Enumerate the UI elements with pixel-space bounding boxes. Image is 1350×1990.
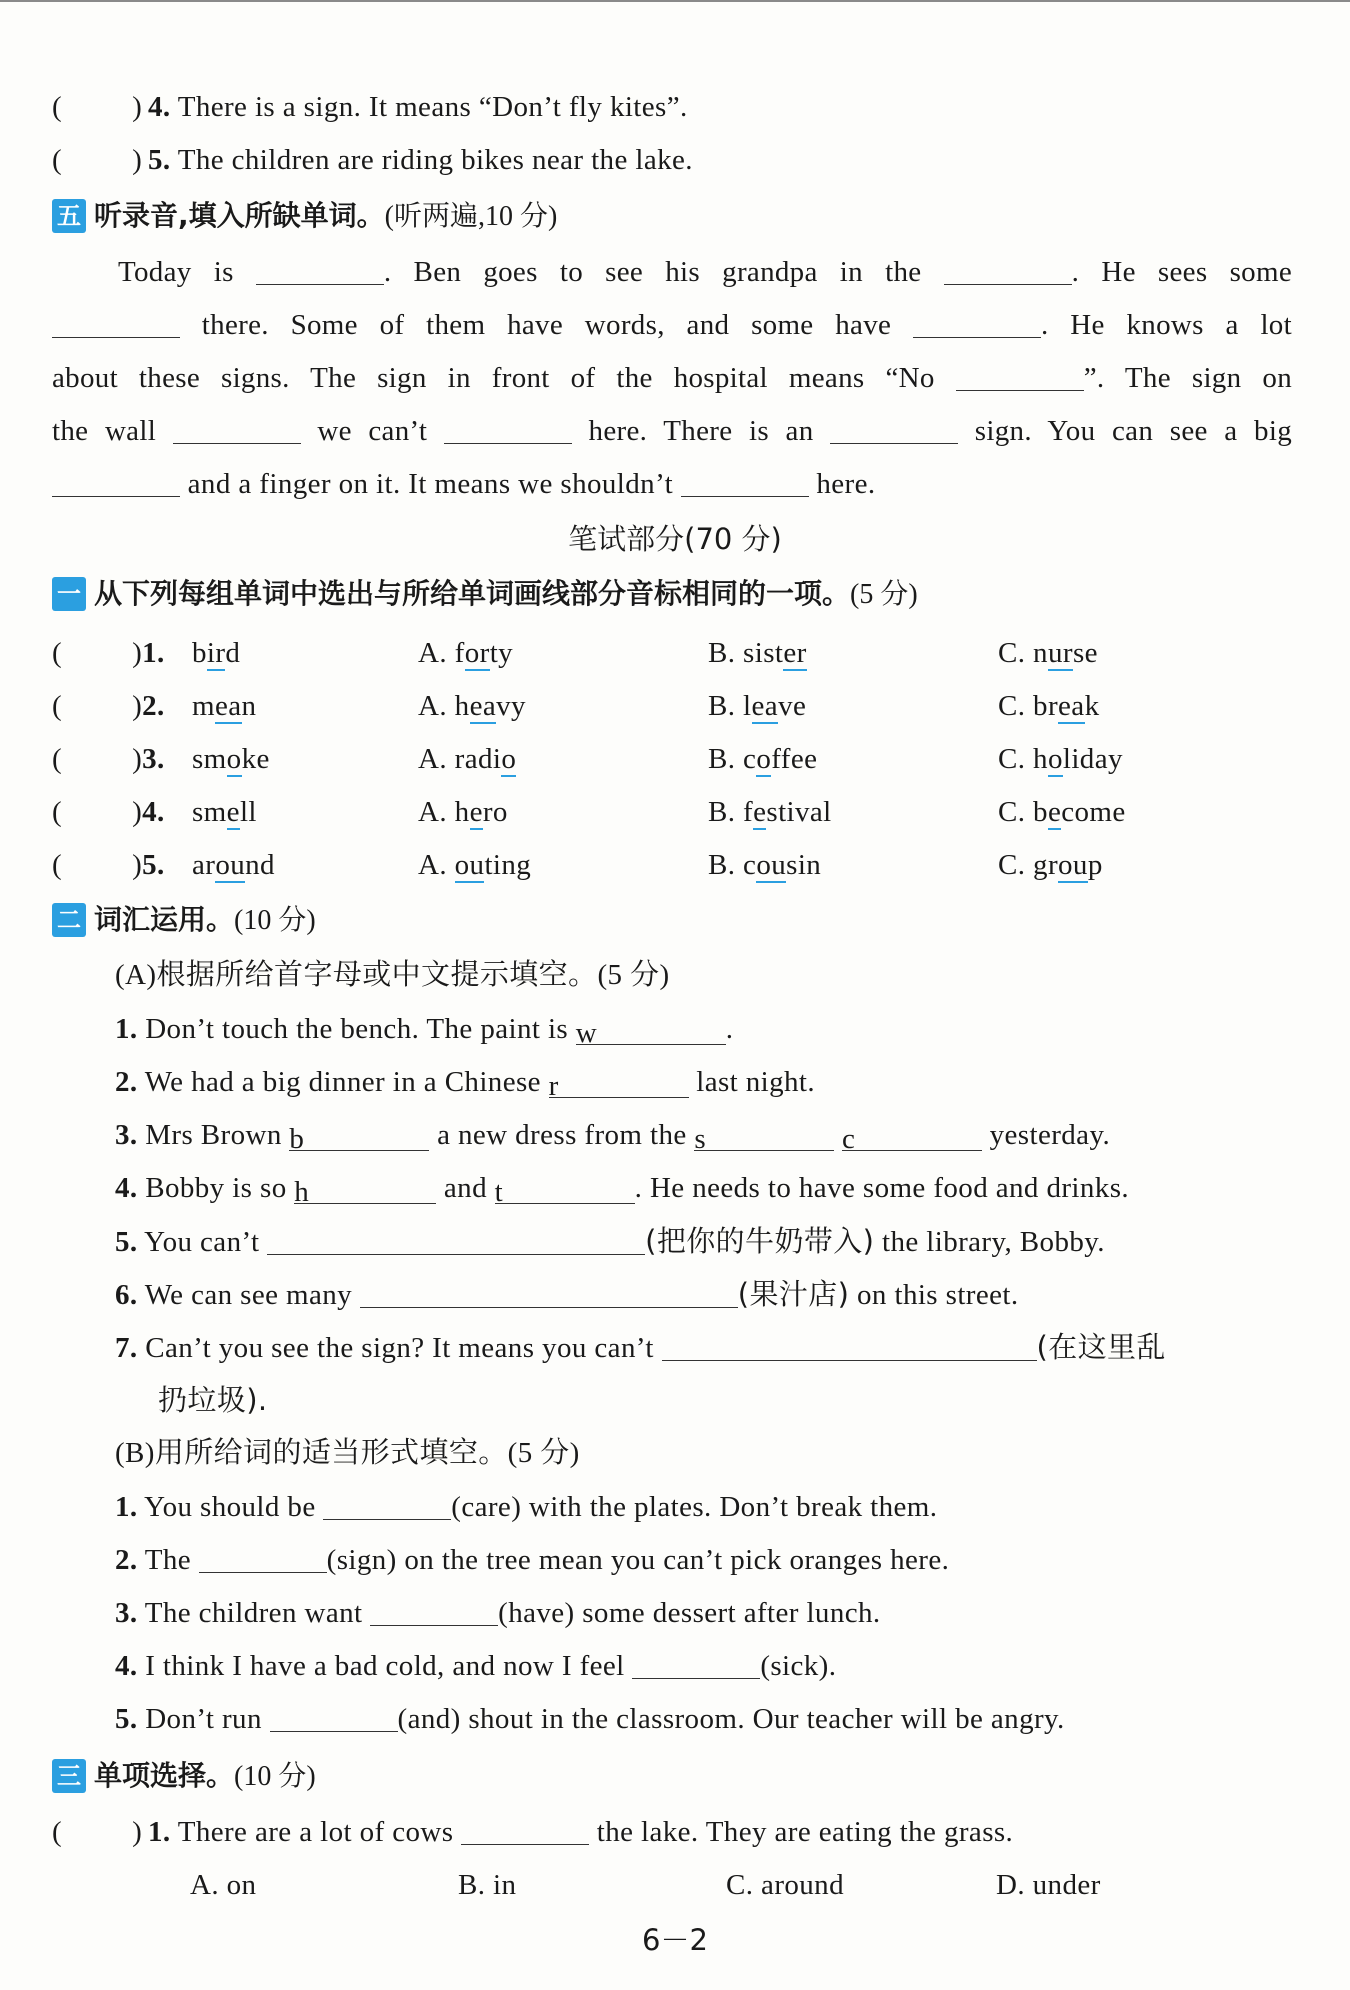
option-c: C. group (998, 849, 1103, 881)
section-heading (52, 197, 557, 236)
question-text: There is a sign. It means “Don’t fly kites”. (177, 91, 688, 123)
section-score: (听两遍,10 分) (384, 201, 558, 232)
option-c: C. become (998, 796, 1126, 828)
answer-paren[interactable]: ( )2. (52, 690, 165, 722)
blank[interactable] (681, 466, 809, 497)
option-b: B. coffee (708, 743, 818, 775)
blank[interactable]: r (549, 1067, 689, 1098)
section-score: (10 分) (234, 905, 316, 936)
section-heading (52, 575, 918, 614)
section-heading (52, 901, 316, 940)
blank[interactable] (173, 413, 301, 444)
part-a-title: (A)根据所给首字母或中文提示填空。(5 分) (115, 959, 670, 991)
fill-item: 4. Bobby is so h and t . He needs to have some food and drinks. (115, 1172, 1130, 1208)
blank[interactable] (662, 1330, 1037, 1361)
given-word: mean (192, 690, 257, 722)
blank[interactable]: w (576, 1014, 726, 1045)
top-border (0, 0, 1350, 2)
blank[interactable] (461, 1814, 589, 1845)
fill-item-continued: 扔垃圾). (158, 1383, 268, 1417)
given-word: around (192, 849, 275, 881)
blank[interactable] (944, 254, 1072, 285)
blank[interactable]: s (694, 1120, 834, 1151)
fill-item: 5. Don’t run (and) shout in the classroom. Our teacher will be angry. (115, 1703, 1065, 1735)
fill-item: 2. The (sign) on the tree mean you can’t pick oranges here. (115, 1544, 950, 1576)
passage-line: the wall we can’t here. There is an sign. You can see a big (52, 415, 1293, 447)
fill-item: 1. Don’t touch the bench. The paint is w . (115, 1013, 734, 1049)
fill-item: 7. Can’t you see the sign? It means you can’t (在这里乱 (115, 1330, 1166, 1364)
option-a: A. forty (418, 637, 514, 669)
fill-item: 3. Mrs Brown b a new dress from the s c yesterday. (115, 1119, 1111, 1155)
answer-paren[interactable]: ( )5. (52, 849, 165, 881)
blank[interactable] (199, 1542, 327, 1573)
page-number: 6－2 (642, 1923, 708, 1957)
question-number: 5. (148, 144, 171, 176)
answer-paren[interactable]: ( ) (52, 144, 143, 176)
blank[interactable] (370, 1595, 498, 1626)
fill-item: 5. You can’t (把你的牛奶带入) the library, Bobby. (115, 1224, 1105, 1258)
option-a: A. heavy (418, 690, 526, 722)
section-badge: 二 (52, 903, 86, 937)
option-a: A. outing (418, 849, 532, 881)
option-a: A. radio (418, 743, 517, 775)
fill-item: 2. We had a big dinner in a Chinese r last night. (115, 1066, 816, 1102)
option-b: B. leave (708, 690, 807, 722)
answer-paren[interactable]: ( )3. (52, 743, 165, 775)
answer-paren[interactable]: ( )1. (52, 637, 165, 669)
option-a: A. hero (418, 796, 508, 828)
option-c: C. nurse (998, 637, 1098, 669)
blank[interactable] (632, 1648, 760, 1679)
option-c: C. holiday (998, 743, 1123, 775)
blank[interactable] (913, 307, 1041, 338)
section-badge: 三 (52, 1759, 86, 1793)
blank[interactable] (830, 413, 958, 444)
section-title: 词汇运用。 (94, 903, 235, 936)
passage-line: and a finger on it. It means we shouldn’t here. (52, 465, 1292, 503)
blank[interactable]: b (289, 1120, 429, 1151)
question-item (52, 88, 1292, 126)
section-title: 听录音,填入所缺单词。 (94, 199, 385, 232)
given-word: bird (192, 637, 241, 669)
option-b: B. sister (708, 637, 807, 669)
given-word: smoke (192, 743, 270, 775)
section-score: (10 分) (234, 1761, 316, 1792)
section-heading (52, 1757, 316, 1796)
option-b: B. cousin (708, 849, 822, 881)
choice-option-a[interactable]: A. on (190, 1869, 257, 1901)
choice-question: ( ) 1. There are a lot of cows the lake. They are eating the grass. (52, 1813, 1292, 1851)
part-b-title: (B)用所给词的适当形式填空。(5 分) (115, 1437, 580, 1469)
option-b: B. festival (708, 796, 832, 828)
blank[interactable] (956, 360, 1084, 391)
choice-option-c[interactable]: C. around (726, 1869, 844, 1901)
blank[interactable] (52, 466, 180, 497)
blank[interactable] (360, 1277, 738, 1308)
blank[interactable] (256, 254, 384, 285)
question-number: 4. (148, 91, 171, 123)
fill-item: 4. I think I have a bad cold, and now I feel (sick). (115, 1650, 837, 1682)
blank[interactable] (323, 1489, 451, 1520)
blank[interactable] (444, 413, 572, 444)
choice-option-d[interactable]: D. under (996, 1869, 1101, 1901)
blank[interactable] (267, 1224, 645, 1255)
blank[interactable] (270, 1701, 398, 1732)
question-text: The children are riding bikes near the lake. (177, 144, 693, 176)
passage-line: Today is . Ben goes to see his grandpa in the . He sees some (118, 256, 1292, 288)
blank[interactable]: c (842, 1120, 982, 1151)
section-badge: 一 (52, 577, 86, 611)
section-badge: 五 (52, 199, 86, 233)
blank[interactable]: t (495, 1173, 635, 1204)
section-score: (5 分) (850, 579, 918, 610)
question-item (52, 141, 1292, 179)
option-c: C. break (998, 690, 1100, 722)
passage-line: there. Some of them have words, and some have . He knows a lot (52, 306, 1292, 344)
fill-item: 3. The children want (have) some dessert after lunch. (115, 1597, 881, 1629)
passage-line: about these signs. The sign in front of the hospital means “No ”. The sign on (52, 362, 1292, 394)
written-part-title: 笔试部分(70 分) (568, 522, 782, 556)
answer-paren[interactable]: ( ) (52, 91, 143, 123)
section-title: 单项选择。 (94, 1759, 235, 1792)
blank[interactable] (52, 307, 180, 338)
answer-paren[interactable]: ( ) (52, 1816, 143, 1848)
blank[interactable]: h (294, 1173, 436, 1204)
answer-paren[interactable]: ( )4. (52, 796, 165, 828)
fill-item: 1. You should be (care) with the plates. Don’t break them. (115, 1491, 938, 1523)
section-title: 从下列每组单词中选出与所给单词画线部分音标相同的一项。 (94, 577, 851, 610)
fill-item: 6. We can see many (果汁店) on this street. (115, 1277, 1019, 1311)
given-word: smell (192, 796, 257, 828)
choice-option-b[interactable]: B. in (458, 1869, 517, 1901)
